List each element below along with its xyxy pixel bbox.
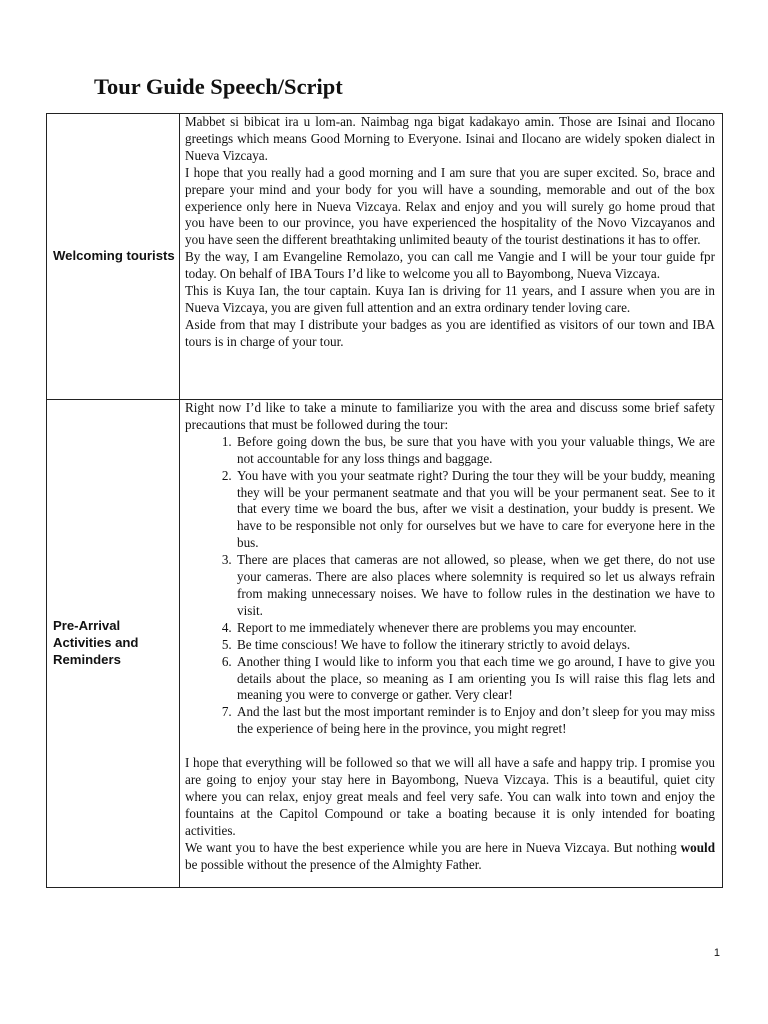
section-label-welcoming: Welcoming tourists — [47, 114, 180, 400]
list-item: 2. You have with you your seatmate right? During the tour they will be your buddy, meaning they will be your permanent seatmate and that you will be your permanent seat. See to it that every time we board the bus, after we visit a destination, your buddy is present. We have to be responsible not only for ourselves but we have to care for everyone here in the bus. — [235, 468, 715, 553]
intro-paragraph: Right now I’d like to take a minute to familiarize you with the area and discuss some brief safety precautions that must be followed during the tour: — [185, 400, 715, 432]
table-row-pre-arrival — [47, 400, 723, 888]
section-label-pre-arrival: Pre-Arrival Activities and Reminders — [47, 400, 180, 888]
document-title: Tour Guide Speech/Script — [94, 74, 343, 99]
section-body-welcoming — [180, 114, 723, 400]
page-number: 1 — [713, 947, 720, 959]
paragraph: I hope that you really had a good morning and I am sure that you are super excited. So, brace and prepare your mind and your body for you will have a sounding, memorable and out of the box experience only here in Nueva Vizcaya. Relax and enjoy and you will surely go home proud that you have been to our province, you have experienced the hospitality of the Novo Vizcayanos and you have seen the different breathtaking unlimited beauty of the tourist destinations it has to offer. — [185, 164, 715, 248]
table-row-welcoming — [47, 114, 723, 400]
script-table — [46, 113, 723, 888]
final-text-start: We want you to have the best experience while you are here in Nueva Vizcaya. But nothing — [185, 839, 681, 855]
list-item: 7. And the last but the most important reminder is to Enjoy and don’t sleep for you may miss the experience of being here in the province, you might regret! — [235, 704, 715, 738]
paragraph: This is Kuya Ian, the tour captain. Kuya Ian is driving for 11 years, and I assure when you are in Nueva Vizcaya, you are given full attention and an extra ordinary tender loving care. — [185, 283, 715, 315]
final-paragraph — [185, 840, 715, 874]
paragraph: Aside from that may I distribute your badges as you are identified as visitors of our town and IBA tours is in charge of your tour. — [185, 316, 715, 349]
section-body-pre-arrival — [180, 400, 723, 888]
list-item: 4. Report to me immediately whenever there are problems you may encounter. — [235, 620, 715, 637]
list-item: 5. Be time conscious! We have to follow the itinerary strictly to avoid delays. — [235, 637, 715, 654]
paragraph: By the way, I am Evangeline Remolazo, you can call me Vangie and I will be your tour guide fpr today. On behalf of IBA Tours I’d like to welcome you all to Bayombong, Nueva Vizcaya. — [185, 249, 715, 282]
list-item: 1. Before going down the bus, be sure that you have with you your valuable things, We are not accountable for any loss things and baggage. — [235, 434, 715, 468]
list-item: 6. Another thing I would like to inform you that each time we go around, I have to give you details about the place, so meaning as I am orienting you Is will raise this flag lets and meaning you were to converge or gather. Very clear! — [235, 654, 715, 705]
closing-paragraph: I hope that everything will be followed so that we will all have a safe and happy trip. I promise you are going to enjoy your stay here in Bayombong, Nueva Vizcaya. This is a beautiful, quiet city where you can relax, enjoy great meals and feel very safe. You can walk into town and enjoy the fountains at the Capitol Compound or take a boating because it is only intended for boating activities. — [185, 755, 715, 838]
list-item: 3. There are places that cameras are not allowed, so please, when we get there, do not use your cameras. There are also places where solemnity is required so let us always refrain from making unnecessary noises. We have to follow rules in the destination we have to visit. — [235, 552, 715, 620]
final-text-bold: would — [680, 839, 715, 855]
final-text-end: be possible without the presence of the Almighty Father. — [185, 856, 482, 872]
paragraph: Mabbet si bibicat ira u lom-an. Naimbag nga bigat kadakayo amin. Those are Isinai and Ilocano greetings which means Good Morning to Everyone. Isinai and Ilocano are widely spoken dialect in Nueva Vizcaya. — [185, 114, 715, 163]
reminders-list — [185, 434, 715, 738]
